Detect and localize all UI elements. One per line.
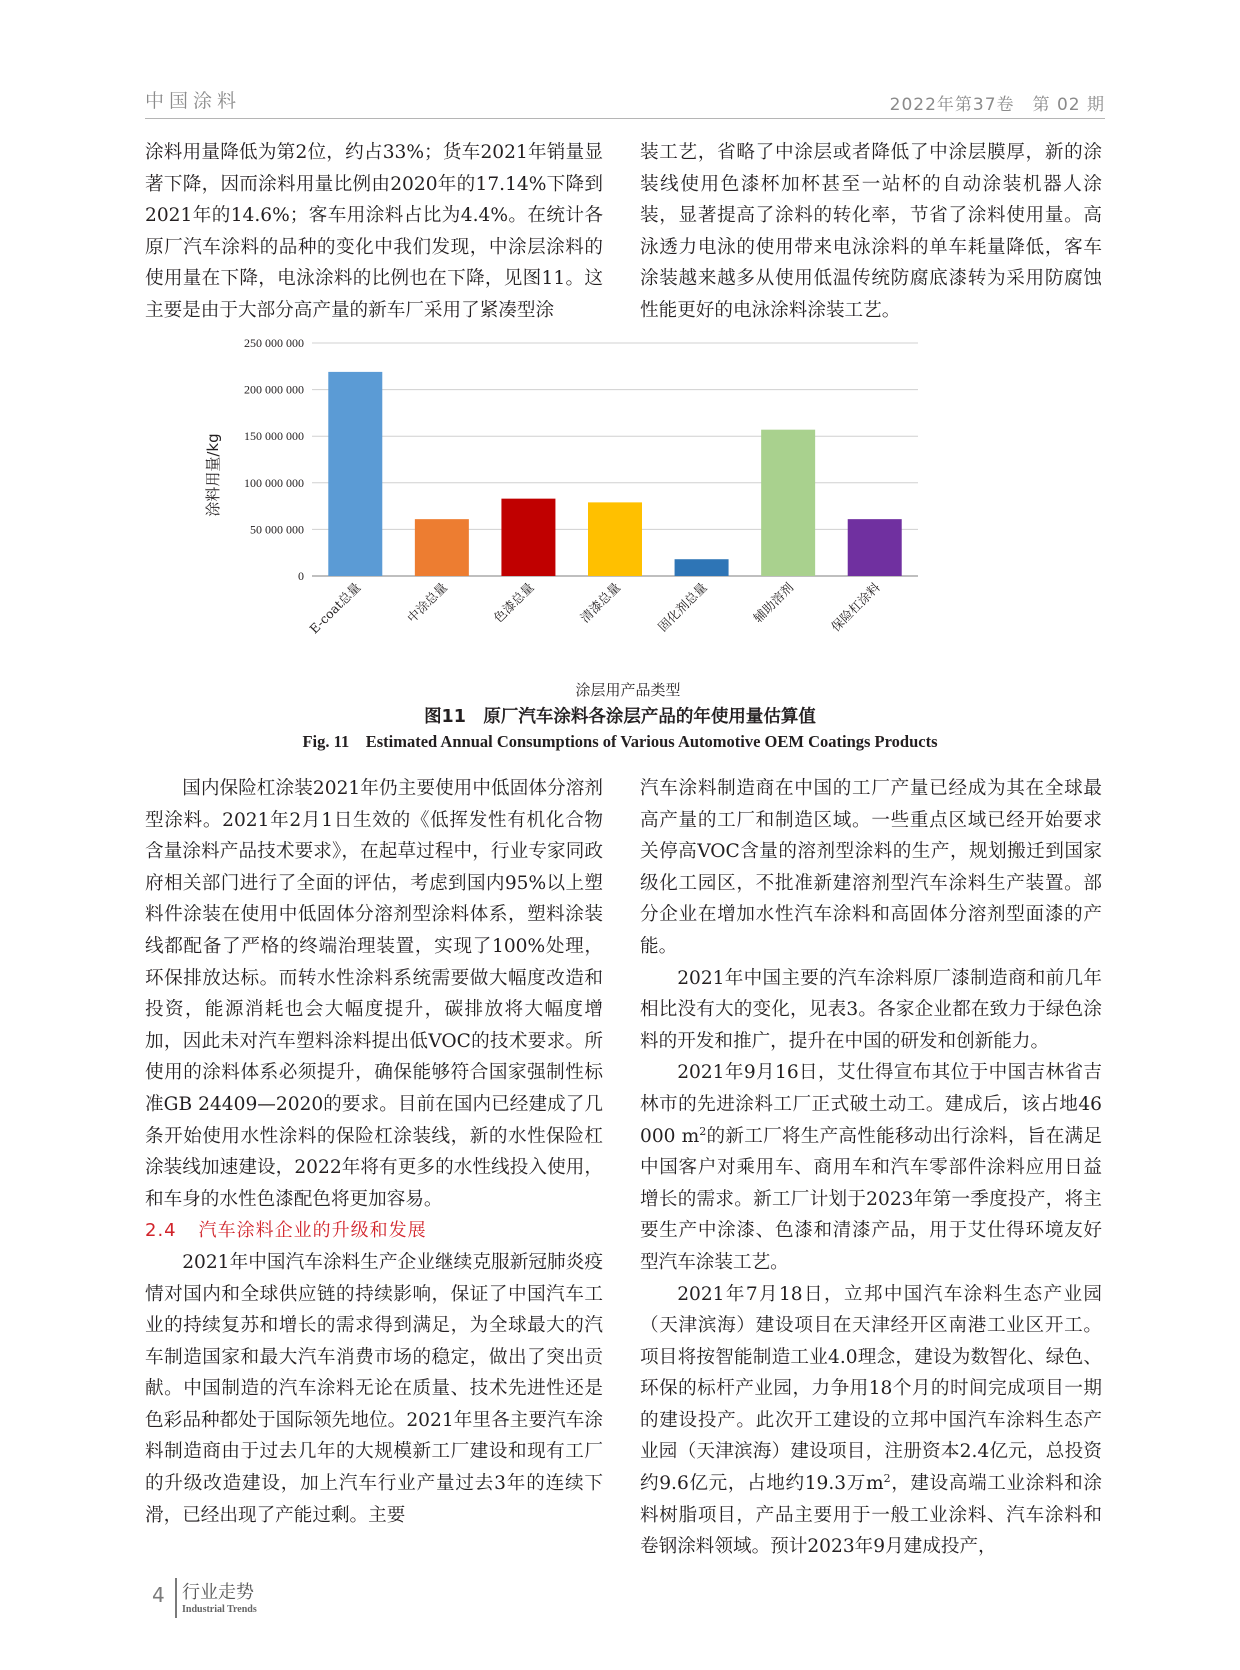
issue-info: 2022年第37卷 第 02 期 <box>889 95 1105 115</box>
x-tick-label: 保险杠涂料 <box>828 579 883 635</box>
section-label-cn: 行业走势 <box>182 1582 254 1603</box>
figure-caption-en: Fig. 11 Estimated Annual Consumptions of Various Automotive OEM Coatings Products <box>302 732 938 751</box>
bar <box>588 502 642 576</box>
x-tick-labels <box>306 579 883 636</box>
top-left-column <box>145 137 603 327</box>
x-tick-label: 清漆总量 <box>577 579 624 626</box>
journal-title: 中国涂料 <box>145 90 242 112</box>
bar-chart <box>200 330 990 700</box>
x-axis-label: 涂层用产品类型 <box>575 681 681 699</box>
bottom-left-column <box>145 773 603 1531</box>
bar <box>328 372 382 576</box>
bar <box>415 519 469 576</box>
footer-divider <box>175 1578 177 1618</box>
section-heading <box>145 1215 603 1247</box>
paragraph-text: 2021年9月16日，艾仕得宣布其位于中国吉林省吉林市的先进涂料工厂正式破土动工。建成后，该占地46 000 m <box>640 1062 1102 1147</box>
y-tick-label: 0 <box>298 569 304 583</box>
paragraph-text: ，建设高端工业涂料和涂料树脂项目，产品主要用于一般工业涂料、汽车涂料和卷钢涂料领域。预计2023年9月建成投产， <box>640 1473 1102 1558</box>
paragraph <box>640 1057 1102 1278</box>
superscript: 2 <box>699 1124 707 1138</box>
paragraph: 汽车涂料制造商在中国的工厂产量已经成为其在全球最高产量的工厂和制造区域。一些重点区域已经开始要求关停高VOC含量的溶剂型涂料的生产，规划搬迁到国家级化工园区，不批准新建溶剂型汽车涂料生产装置。部分企业在增加水性汽车涂料和高固体分溶剂型面漆的产能。 <box>640 778 1102 957</box>
paragraph: 2021年中国汽车涂料生产企业继续克服新冠肺炎疫情对国内和全球供应链的持续影响，保证了中国汽车工业的持续复苏和增长的需求得到满足，为全球最大的汽车制造国家和最大汽车消费市场的稳定，做出了突出贡献。中国制造的汽车涂料无论在质量、技术先进性还是色彩品种都处于国际领先地位。2021年里各主要汽车涂料制造商由于过去几年的大规模新工厂建设和现有工厂的升级改造建设，加上汽车行业产量过去3年的连续下滑，已经出现了产能过剩。主要 <box>145 1251 603 1526</box>
y-tick-label: 250 000 000 <box>244 336 304 350</box>
x-tick-label: 辅助溶剂 <box>750 579 797 626</box>
y-tick-label: 100 000 000 <box>244 475 304 490</box>
superscript: 2 <box>883 1471 891 1485</box>
section-number: 2.4 <box>145 1220 177 1242</box>
y-tick-label: 150 000 000 <box>244 429 304 444</box>
paragraph-text: 的新工厂将生产高性能移动出行涂料，旨在满足中国客户对乘用车、商用车和汽车零部件涂料应用日益增长的需求。新工厂计划于2023年第一季度投产，将主要生产中涂漆、色漆和清漆产品，用于艾仕得环境友好型汽车涂装工艺。 <box>640 1125 1102 1273</box>
paragraph: 装工艺，省略了中涂层或者降低了中涂层膜厚，新的涂装线使用色漆杯加杯甚至一站杯的自动涂装机器人涂装，显著提高了涂料的转化率，节省了涂料使用量。高泳透力电泳的使用带来电泳涂料的单车耗量降低，客车涂装越来越多从使用低温传统防腐底漆转为采用防腐蚀性能更好的电泳涂料涂装工艺。 <box>640 142 1102 321</box>
section-label-en: Industrial Trends <box>182 1604 257 1615</box>
bottom-right-column <box>640 773 1102 1563</box>
bar <box>675 559 729 576</box>
page-number: 4 <box>152 1583 165 1607</box>
x-tick-label: 固化剂总量 <box>654 579 710 635</box>
bar <box>501 499 555 576</box>
paragraph: 涂料用量降低为第2位，约占33%；货车2021年销量显著下降，因而涂料用量比例由2020年的17.14%下降到2021年的14.6%；客车用涂料占比为4.4%。在统计各原厂汽车涂料的品种的变化中我们发现，中涂层涂料的使用量在下降，电泳涂料的比例也在下降，见图11。这主要是由于大部分高产量的新车厂采用了紧凑型涂 <box>145 142 603 321</box>
x-tick-label: 色漆总量 <box>490 579 537 626</box>
x-tick-label: 中涂总量 <box>404 579 450 626</box>
paragraph <box>640 1279 1102 1563</box>
y-tick-labels <box>244 336 304 583</box>
header-divider <box>145 118 1105 119</box>
paragraph: 2021年中国主要的汽车涂料原厂漆制造商和前几年相比没有大的变化，见表3。各家企业都在致力于绿色涂料的开发和推广，提升在中国的研发和创新能力。 <box>640 967 1102 1052</box>
bar <box>848 519 902 576</box>
y-tick-label: 200 000 000 <box>244 382 304 397</box>
y-tick-label: 50 000 000 <box>250 522 304 537</box>
y-axis-label: 涂料用量/kg <box>204 433 222 517</box>
figure-caption-cn: 图11 原厂汽车涂料各涂层产品的年使用量估算值 <box>424 707 816 727</box>
paragraph: 国内保险杠涂装2021年仍主要使用中低固体分溶剂型涂料。2021年2月1日生效的《低挥发性有机化合物含量涂料产品技术要求》，在起草过程中，行业专家同政府相关部门进行了全面的评估，考虑到国内95%以上塑料件涂装在使用中低固体分溶剂型涂料体系，塑料涂装线都配备了严格的终端治理装置，实现了100%处理，环保排放达标。而转水性涂料系统需要做大幅度改造和投资，能源消耗也会大幅度提升，碳排放将大幅度增加，因此未对汽车塑料涂料提出低VOC的技术要求。所使用的涂料体系必须提升，确保能够符合国家强制性标准GB 24409—2020的要求。目前在国内已经建成了几条开始使用水性涂料的保险杠涂装线，新的水性保险杠涂装线加速建设，2022年将有更多的水性线投入使用，和车身的水性色漆配色将更加容易。 <box>145 778 603 1210</box>
paragraph-text: 2021年7月18日，立邦中国汽车涂料生态产业园（天津滨海）建设项目在天津经开区南港工业区开工。项目将按智能制造工业4.0理念，建设为数智化、绿色、环保的标杆产业园，力争用18个月的时间完成项目一期的建设投产。此次开工建设的立邦中国汽车涂料生态产业园（天津滨海）建设项目，注册资本2.4亿元，总投资约9.6亿元，占地约19.3万m <box>640 1283 1102 1495</box>
chart-bars <box>328 372 901 576</box>
top-right-column <box>640 137 1102 327</box>
x-tick-label: E-coat总量 <box>306 579 364 637</box>
bar <box>761 430 815 576</box>
section-title: 汽车涂料企业的升级和发展 <box>198 1220 427 1242</box>
